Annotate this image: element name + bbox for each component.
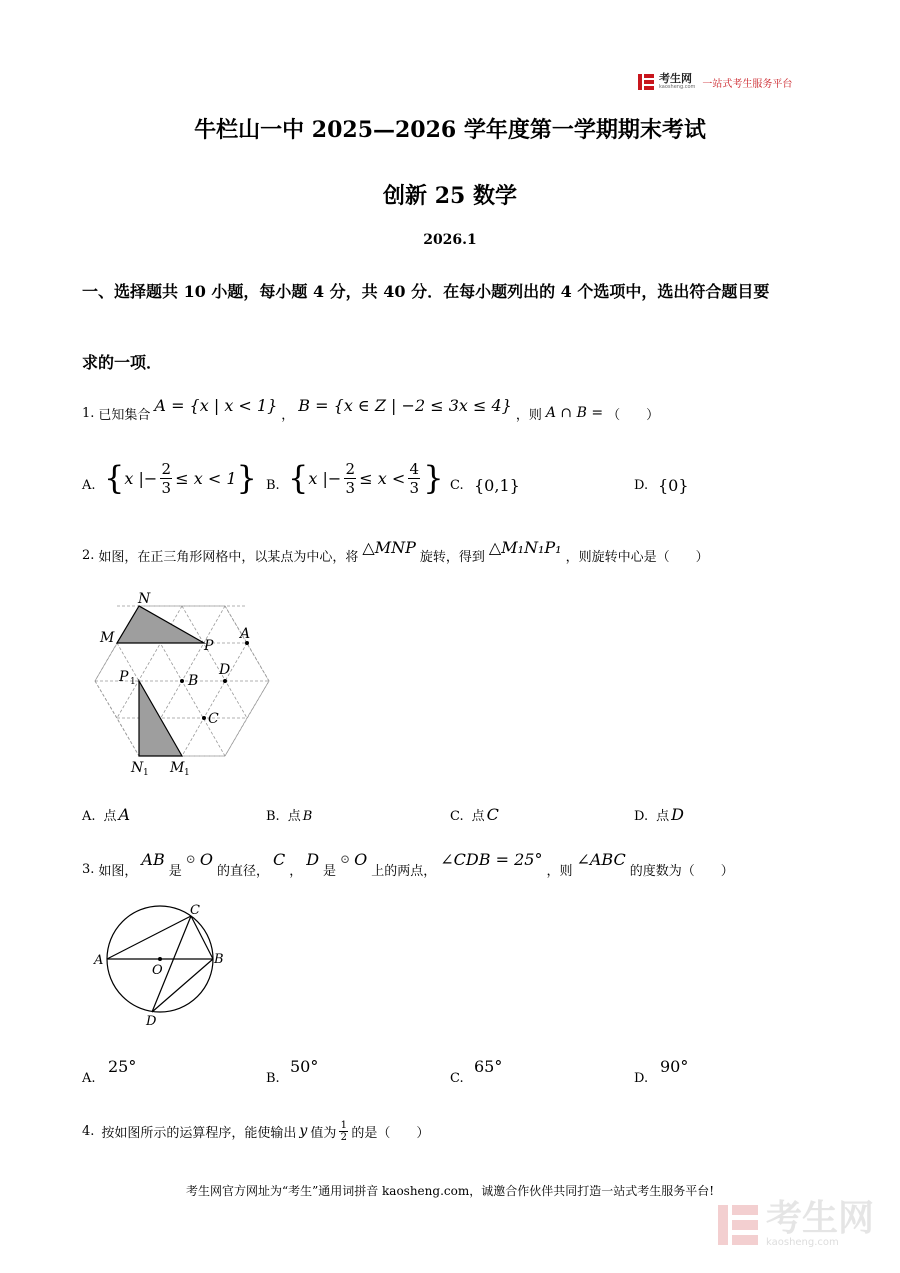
- q1-text: 已知集合: [98, 407, 151, 423]
- q3-angle: ∠CDB = 25°: [440, 849, 543, 869]
- label-o: O: [152, 963, 163, 978]
- q3-diam: 的直径，: [216, 863, 269, 879]
- question-1: [82, 395, 660, 428]
- q3-is-2: 是: [323, 863, 337, 879]
- label-p1-sub: 1: [130, 677, 136, 687]
- q3-opt-a-label: A.: [82, 1071, 96, 1086]
- q3-o-2: O: [354, 849, 368, 869]
- q2-text-1: 如图，在正三角形网格中，以某点为中心，将: [98, 549, 359, 565]
- chord-cb: [191, 916, 213, 959]
- triangle-m1n1p1: [139, 681, 182, 756]
- q1-option-a-label: A.: [82, 478, 96, 493]
- label-n: N: [138, 591, 151, 607]
- q4-fraction: [339, 1120, 348, 1143]
- q1-opt-a-frac: [160, 460, 172, 497]
- q2-option-d: [634, 805, 684, 824]
- label-p: P: [204, 638, 214, 654]
- q3-angle-2: ∠ABC: [576, 849, 626, 869]
- label-b: B: [188, 673, 199, 689]
- q3-on: 上的两点，: [371, 863, 437, 879]
- q4-text-1: 按如图所示的运算程序，能使输出: [101, 1125, 297, 1141]
- center-o: [158, 957, 162, 961]
- q1-sep: ，: [281, 407, 295, 423]
- q1-option-b-label: B.: [266, 478, 280, 493]
- q1-opt-a-frac-num: 2: [161, 459, 172, 478]
- q4-text-2: 值为: [310, 1125, 337, 1141]
- q2-text-3: ，则旋转中心是（ ）: [565, 549, 709, 565]
- label-c: C: [208, 711, 219, 727]
- watermark-logo-icon: [716, 1203, 760, 1247]
- q1-opt-b-frac2-num: 4: [409, 459, 420, 478]
- q2-figure-grid: [90, 585, 280, 780]
- q2-opt-d-text: 点: [656, 809, 670, 824]
- q3-tail: 的度数为（ ）: [629, 863, 734, 879]
- q1-paren: （ ）: [607, 407, 660, 423]
- q1-option-c-value: {0,1}: [474, 476, 520, 495]
- q3-c: C: [272, 849, 286, 869]
- q1-opt-b-frac: [344, 460, 356, 497]
- q3-opt-d-value: 90°: [660, 1057, 689, 1076]
- label-d: D: [219, 662, 231, 678]
- q1-opt-b-frac-num: 2: [345, 459, 356, 478]
- q2-triangle-1: △MNP: [362, 537, 416, 557]
- q1-expr: A ∩ B =: [545, 405, 604, 421]
- q4-frac-den: 2: [340, 1131, 348, 1143]
- q2-number: 2.: [82, 547, 95, 563]
- label-c: C: [190, 903, 200, 918]
- q1-opt-b-mid: ≤ x <: [359, 468, 406, 488]
- label-m1: M: [170, 760, 185, 776]
- q1-set-a: A = {x | x < 1}: [154, 395, 278, 415]
- section-1-line-1: 一、选择题共 10 小题，每小题 4 分，共 40 分．在每小题列出的 4 个选项中，选出符合题目要: [82, 282, 770, 301]
- q4-text-3: 的是（ ）: [351, 1125, 430, 1141]
- q2-opt-c-text: 点: [471, 809, 485, 824]
- q3-then: ，则: [546, 863, 573, 879]
- label-m: M: [100, 630, 115, 646]
- q2-option-a: [82, 805, 130, 824]
- q2-opt-a-text: 点: [103, 809, 117, 824]
- brand-slogan: 一站式考生服务平台: [702, 78, 793, 90]
- q1-opt-a-frac-den: 3: [161, 478, 172, 497]
- q2-opt-b-label: B.: [266, 809, 280, 824]
- q3-opt-d-label: D.: [634, 1071, 649, 1086]
- q3-opt-b-value: 50°: [290, 1057, 319, 1076]
- q3-o: O: [199, 849, 213, 869]
- q1-option-d-label: D.: [634, 478, 649, 493]
- point-b: [180, 679, 184, 683]
- q3-opt-b-label: B.: [266, 1071, 280, 1086]
- watermark-domain: kaosheng.com: [766, 1237, 839, 1248]
- q3-opt-c-label: C.: [450, 1071, 464, 1086]
- q2-opt-a-label: A.: [82, 809, 96, 824]
- q1-opt-b-frac2: [408, 460, 420, 497]
- exam-subject: 创新 25 数学: [383, 183, 517, 209]
- watermark: [716, 1198, 875, 1248]
- q1-then: ，则: [515, 407, 542, 423]
- section-1-line-2: 求的一项．: [82, 353, 163, 372]
- chord-ac: [107, 916, 191, 959]
- q1-option-b: { x | − 2 3 ≤ x < 4 3 }: [288, 459, 444, 497]
- q3-d: D: [306, 849, 320, 869]
- q2-option-b: [266, 805, 312, 824]
- circle-symbol-icon: ⊙: [185, 852, 196, 866]
- q1-opt-b-neg: −: [327, 468, 342, 488]
- label-d: D: [146, 1014, 157, 1029]
- q2-text-2: 旋转，得到: [419, 549, 485, 565]
- question-3: [82, 849, 734, 886]
- q1-opt-b-frac2-den: 3: [409, 478, 420, 497]
- question-2: [82, 537, 709, 570]
- q2-opt-c-point: C: [486, 805, 499, 824]
- q3-number: 3.: [82, 861, 95, 877]
- q4-number: 4.: [82, 1123, 95, 1139]
- label-m1-sub: 1: [184, 768, 190, 778]
- q2-triangle-2: △M₁N₁P₁: [488, 537, 562, 557]
- q4-frac-num: 1: [340, 1119, 348, 1131]
- q2-option-c: [450, 805, 499, 824]
- q1-option-d-value: {0}: [658, 476, 689, 495]
- triangle-mnp: [117, 606, 204, 643]
- q1-opt-a-neg: −: [143, 468, 158, 488]
- q2-opt-b-text: 点: [287, 809, 301, 824]
- q3-comma: ，: [289, 863, 303, 879]
- point-c: [202, 716, 206, 720]
- brand-name: 考生网: [659, 72, 692, 85]
- q3-ab: AB: [141, 849, 165, 869]
- watermark-text: 考生网: [766, 1198, 875, 1239]
- label-n1: N: [131, 760, 144, 776]
- q1-option-a: { x | − 2 3 ≤ x < 1 }: [104, 459, 257, 497]
- brand-domain: kaosheng.com: [659, 84, 696, 90]
- q3-is: 是: [168, 863, 182, 879]
- q2-opt-c-label: C.: [450, 809, 464, 824]
- q2-opt-a-point: A: [118, 805, 131, 824]
- label-n1-sub: 1: [143, 768, 149, 778]
- q3-opt-c-value: 65°: [474, 1057, 503, 1076]
- q2-opt-d-label: D.: [634, 809, 649, 824]
- point-d: [223, 679, 227, 683]
- label-a: A: [94, 953, 104, 968]
- exam-date: 2026.1: [423, 232, 477, 248]
- q1-opt-a-pre: x |: [124, 468, 144, 488]
- q1-opt-b-frac-den: 3: [345, 478, 356, 497]
- q2-opt-b-point: B: [302, 809, 313, 824]
- question-4: [82, 1111, 429, 1151]
- label-p1: P: [119, 669, 129, 685]
- exam-title: 牛栏山一中 2025—2026 学年度第一学期期末考试: [194, 117, 706, 143]
- brand-header: [637, 73, 792, 91]
- q1-opt-b-pre: x |: [308, 468, 328, 488]
- label-a: A: [240, 626, 251, 642]
- q1-option-c-label: C.: [450, 478, 464, 493]
- q1-opt-a-post: ≤ x < 1: [175, 468, 237, 488]
- q4-y: y: [299, 1123, 308, 1139]
- label-b: B: [214, 952, 224, 967]
- q3-text-1: 如图，: [98, 863, 138, 879]
- q1-set-b: B = {x ∈ Z | −2 ≤ 3x ≤ 4}: [298, 395, 512, 415]
- q3-opt-a-value: 25°: [108, 1057, 137, 1076]
- circle-symbol-icon-2: ⊙: [340, 852, 351, 866]
- q1-number: 1.: [82, 405, 95, 421]
- kaosheng-logo-icon: [637, 73, 655, 91]
- q2-opt-d-point: D: [671, 805, 684, 824]
- footer-text: 考生网官方网址为“考生”通用词拼音 kaosheng.com，诚邀合作伙伴共同打造一站式考生服务平台!: [185, 1184, 715, 1198]
- q3-figure-circle: [90, 902, 240, 1032]
